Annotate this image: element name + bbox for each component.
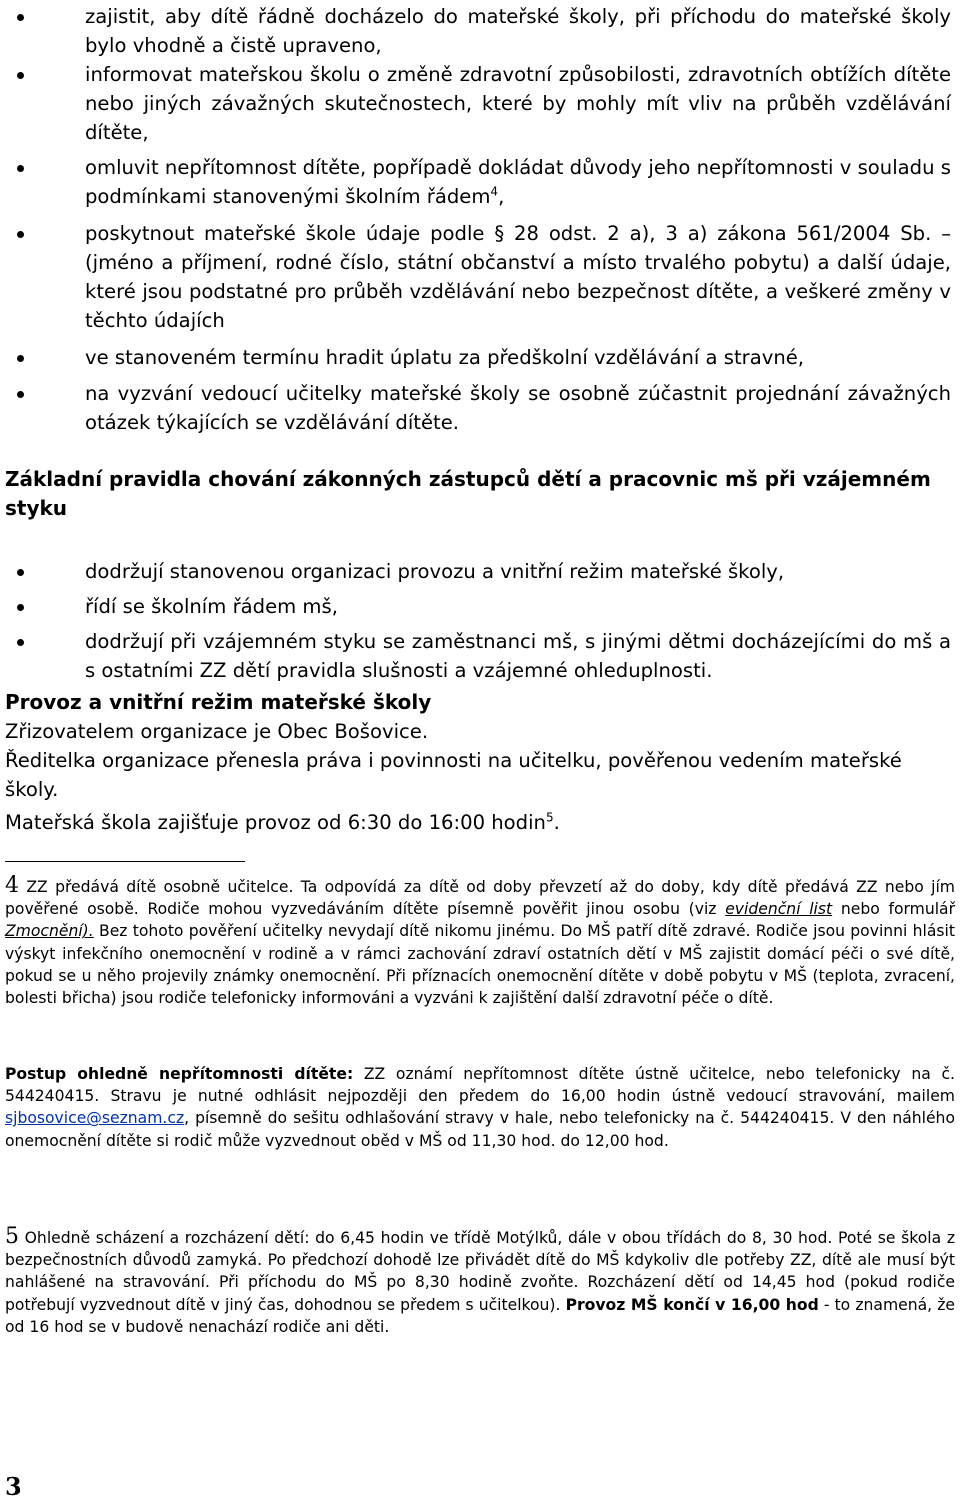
absence-procedure: Postup ohledně nepřítomnosti dítěte: ZZ oznámí nepřítomnost dítěte ústně učitelce, nebo telefonicky na č. 544240415. Stravu je nutné odhlásit nejpozději den předem do 16,00 hodin ústně vedoucí stravování, mailem sjbosovice@seznam.cz, písemně do sešitu odhlašování stravy v hale, nebo telefonicky na č. 544240415. V den náhlého onemocnění dítěte si rodič může vyzvednout oběd v MŠ od 11,30 hod. do 12,00 hod.	[5, 1065, 955, 1150]
section-heading: Provoz a vnitřní režim mateřské školy	[5, 690, 432, 714]
footnote-ref: 4	[490, 184, 499, 199]
footnote-separator	[5, 861, 245, 862]
list-item: řídí se školním řádem mš,	[5, 592, 955, 627]
absence-label: Postup ohledně nepřítomnosti dítěte:	[5, 1065, 354, 1083]
list-item: informovat mateřskou školu o změně zdravotní způsobilosti, zdravotních obtížích dítěte nebo jiných závažných skutečnostech, které by mohly mít vliv na průběh vzdělávání dítěte,	[5, 60, 955, 153]
bullet-icon	[17, 165, 24, 172]
bullet-icon	[17, 72, 24, 79]
paragraph: Mateřská škola zajišťuje provoz od 6:30 do 16:00 hodin$^5$.	[5, 810, 560, 834]
paragraph: Ředitelka organizace přenesla práva i povinnosti na učitelku, pověřenou vedením mateřské školy.	[5, 749, 902, 801]
footnote-4: 4 ZZ předává dítě osobně učitelce. Ta odpovídá za dítě od doby převzetí až do doby, kdy dítě předává ZZ nebo jím pověřené osobě. Rodiče mohou vyzvedáváním dítěte písemně pověřit jinou osobu (viz evidenční list nebo formulář Zmocnění). Bez tohoto pověření učitelky nevydají dítě nikomu jinému. Do MŠ patří dítě zdravé. Rodiče jsou povinni hlásit výskyt infekčního onemocnění v rodině a v rámci zachování zdraví ostatních dětí v MŠ zajistit domácí péči o své dítě, pokud se u něho projevily známky onemocnění. Při příznacích onemocnění dítěte v době pobytu v MŠ (teplota, zvracení, bolesti břicha) jsou rodiče telefonicky informováni a vyzváni k zajištění další zdravotní péče o dítě.	[5, 873, 956, 1008]
parent-duties-list	[5, 2, 955, 437]
footnote-number: 5	[5, 1224, 19, 1249]
footnote-ref: 5	[545, 810, 554, 825]
list-item: zajistit, aby dítě řádně docházelo do mateřské školy, při příchodu do mateřské školy bylo vhodně a čistě upraveno,	[5, 2, 955, 60]
behavior-rules-list	[5, 557, 955, 685]
bullet-icon	[17, 14, 24, 21]
footnote-5: 5 Ohledně scházení a rozcházení dětí: do 6,45 hodin ve třídě Motýlků, dále v obou třídách do 8, 30 hod. Poté se škola z bezpečnostních důvodů zamyká. Po předchozí dohodě lze přivádět dítě do MŠ kdykoliv dle potřeby ZZ, dítě ale musí být nahlášené na stravování. Při příchodu do MŠ po 8,30 hodině zvoňte. Rozcházení dětí od 14,45 hod (pokud rodiče potřebují vyzvednout dítě v jiný čas, dohodnou se předem s učitelkou). Provoz MŠ končí v 16,00 hod - to znamená, že od 16 hod se v budově nenachází rodiče ani děti.	[5, 1224, 955, 1336]
list-item: dodržují stanovenou organizaci provozu a vnitřní režim mateřské školy,	[5, 557, 955, 592]
email-link[interactable]: sjbosovice@seznam.cz	[5, 1109, 185, 1128]
bullet-icon	[17, 604, 24, 611]
bullet-icon	[17, 355, 24, 362]
bullet-icon	[17, 569, 24, 576]
section-heading: Základní pravidla chování zákonných zástupců dětí a pracovnic mš při vzájemném styku	[5, 467, 931, 520]
list-item: dodržují při vzájemném styku se zaměstnanci mš, s jinými dětmi docházejícími do mš a s ostatními ZZ dětí pravidla slušnosti a vzájemné ohleduplnosti.	[5, 627, 955, 685]
bullet-icon	[17, 231, 24, 238]
list-item: omluvit nepřítomnost dítěte, popřípadě dokládat důvody jeho nepřítomnosti v souladu s podmínkami stanovenými školním řádem$^4$,	[5, 153, 955, 219]
footnote-number: 4	[5, 873, 19, 898]
bullet-icon	[17, 391, 24, 398]
list-item: poskytnout mateřské škole údaje podle § 28 odst. 2 a), 3 a) zákona 561/2004 Sb. – (jméno a příjmení, rodné číslo, státní občanství a místo trvalého pobytu) a další údaje, které jsou podstatné pro průběh vzdělávání nebo bezpečnost dítěte, a veškeré změny v těchto údajích	[5, 219, 955, 343]
bullet-icon	[17, 639, 24, 646]
paragraph: Zřizovatelem organizace je Obec Bošovice.	[5, 720, 429, 743]
list-item: na vyzvání vedoucí učitelky mateřské školy se osobně zúčastnit projednání závažných otázek týkajících se vzdělávání dítěte.	[5, 379, 955, 437]
page-number: 3	[5, 1472, 22, 1501]
list-item: ve stanoveném termínu hradit úplatu za předškolní vzdělávání a stravné,	[5, 343, 955, 379]
